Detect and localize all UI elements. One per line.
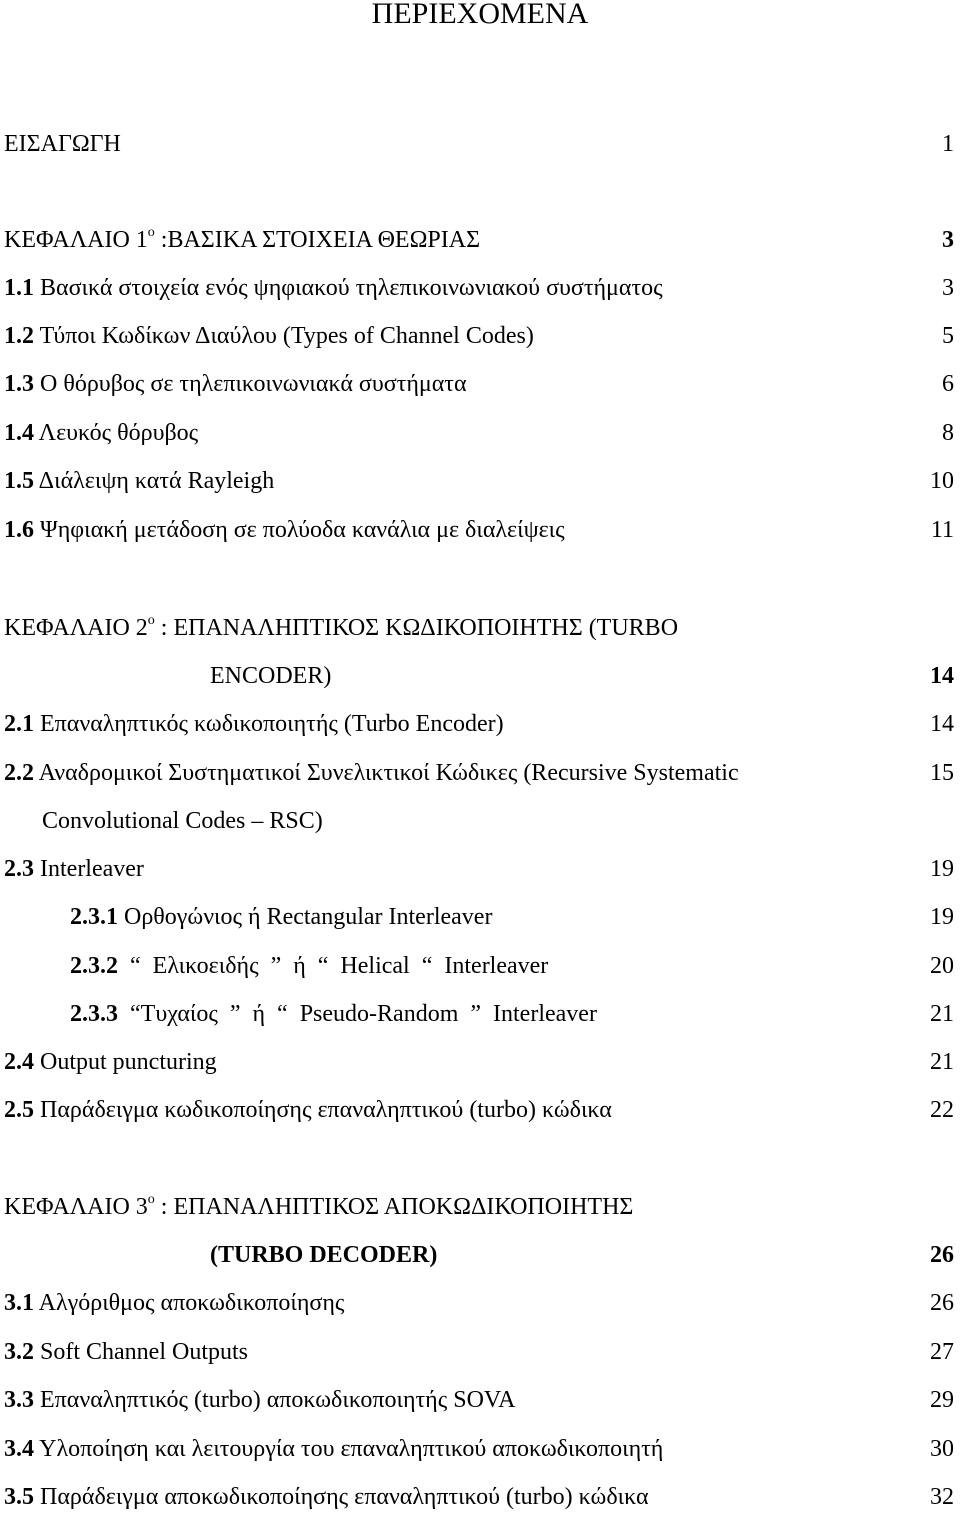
toc-page-number: 14: [930, 663, 954, 689]
toc-entry-label: 2.3 Interleaver: [4, 856, 144, 882]
chapter-heading-cont: ENCODER): [210, 663, 332, 689]
toc-entry-label: 3.2 Soft Channel Outputs: [4, 1339, 248, 1365]
toc-entry-2-2-cont[interactable]: [0, 801, 960, 841]
toc-entry-label: 2.4 Output puncturing: [4, 1049, 217, 1075]
toc-page-number: 19: [930, 856, 954, 882]
toc-entry-label: 2.2 Αναδρομικοί Συστηματικοί Συνελικτικοί Κώδικες (Recursive Systematic: [4, 760, 739, 786]
toc-entry-label: 1.4 Λευκός θόρυβος: [4, 420, 199, 446]
toc-page-number: 27: [930, 1339, 954, 1365]
toc-entry-2-1[interactable]: [0, 704, 960, 744]
toc-entry-label: 3.3 Επαναληπτικός (turbo) αποκωδικοποιητής SOVA: [4, 1387, 516, 1413]
toc-chapter-2[interactable]: [0, 608, 960, 648]
toc-page-number: 21: [930, 1049, 954, 1075]
toc-entry-2-5[interactable]: [0, 1090, 960, 1130]
toc-page-number: 3: [942, 275, 954, 301]
toc-entry-2-3-1[interactable]: [0, 897, 960, 937]
toc-entry-label: 1.1 Βασικά στοιχεία ενός ψηφιακού τηλεπικοινωνιακού συστήματος: [4, 275, 663, 301]
toc-page-number: 26: [930, 1242, 954, 1268]
toc-page-number: 19: [930, 904, 954, 930]
toc-chapter-3-cont[interactable]: [0, 1235, 960, 1275]
toc-entry-label: 1.5 Διάλειψη κατά Rayleigh: [4, 468, 275, 494]
toc-page-number: 26: [930, 1290, 954, 1316]
toc-entry-2-3-3[interactable]: [0, 994, 960, 1034]
toc-entry-1-4[interactable]: [0, 413, 960, 453]
toc-entry-1-2[interactable]: [0, 316, 960, 356]
toc-entry-2-3[interactable]: [0, 849, 960, 889]
toc-entry-label: 2.3.1 Ορθογώνιος ή Rectangular Interleaver: [70, 904, 493, 930]
toc-entry-3-5[interactable]: [0, 1477, 960, 1517]
chapter-heading: ΚΕΦΑΛΑΙΟ $3^o$ : ΕΠΑΝΑΛΗΠΤΙΚΟΣ ΑΠΟΚΩΔΙΚΟΠΟΙΗΤΗΣ: [4, 1192, 634, 1220]
toc-entry-3-3[interactable]: [0, 1380, 960, 1420]
page-title: ΠΕΡΙΕΧΟΜΕΝΑ: [371, 0, 589, 30]
chapter-heading-cont: (TURBO DECODER): [210, 1242, 438, 1268]
toc-entry-label: 2.3.2 “ Ελικοειδής ” ή “ Helical “ Interleaver: [70, 953, 549, 979]
toc-entry-label: 3.5 Παράδειγμα αποκωδικοποίησης επαναληπτικού (turbo) κώδικα: [4, 1484, 649, 1510]
toc-page-number: 5: [942, 323, 954, 349]
toc-entry-2-3-2[interactable]: [0, 946, 960, 986]
toc-entry-label: 2.3.3 “Τυχαίος ” ή “ Pseudo-Random ” Interleaver: [70, 1001, 597, 1027]
chapter-heading: ΚΕΦΑΛΑΙΟ $1^o$ :ΒΑΣΙΚΑ ΣΤΟΙΧΕΙΑ ΘΕΩΡΙΑΣ: [4, 225, 481, 253]
toc-chapter-1[interactable]: [0, 220, 960, 260]
toc-page-number: 6: [942, 371, 954, 397]
toc-entry-2-2[interactable]: [0, 753, 960, 793]
toc-page-number: 10: [930, 468, 954, 494]
toc-page-number: 1: [942, 131, 954, 157]
toc-page-number: 20: [930, 953, 954, 979]
toc-entry-label: 2.1 Επαναληπτικός κωδικοποιητής (Turbo Encoder): [4, 711, 504, 737]
toc-entry-2-4[interactable]: [0, 1042, 960, 1082]
toc-page-number: 32: [930, 1484, 954, 1510]
toc-entry-1-1[interactable]: [0, 268, 960, 308]
toc-page-number: 15: [930, 760, 954, 786]
toc-page-number: 22: [930, 1097, 954, 1123]
toc-page-number: 3: [942, 227, 954, 253]
toc-entry-label-cont: Convolutional Codes – RSC): [42, 808, 323, 834]
toc-entry-label: 1.2 Τύποι Κωδίκων Διαύλου (Types of Channel Codes): [4, 323, 534, 349]
toc-page-number: 21: [930, 1001, 954, 1027]
toc-entry-3-4[interactable]: [0, 1429, 960, 1469]
toc-page-number: 8: [942, 420, 954, 446]
toc-page-number: 11: [930, 517, 954, 543]
toc-entry-label: 1.6 Ψηφιακή μετάδοση σε πολύοδα κανάλια με διαλείψεις: [4, 517, 565, 543]
toc-chapter-2-cont[interactable]: [0, 656, 960, 696]
toc-entry-3-1[interactable]: [0, 1283, 960, 1323]
toc-entry-1-5[interactable]: [0, 461, 960, 501]
toc-entry-1-3[interactable]: [0, 364, 960, 404]
toc-entry-label: ΕΙΣΑΓΩΓΗ: [4, 131, 121, 157]
toc-entry-3-2[interactable]: [0, 1332, 960, 1372]
toc-entry-label: 2.5 Παράδειγμα κωδικοποίησης επαναληπτικού (turbo) κώδικα: [4, 1097, 612, 1123]
toc-page-number: 14: [930, 711, 954, 737]
toc-entry-label: 3.4 Υλοποίηση και λειτουργία του επαναληπτικού αποκωδικοποιητή: [4, 1436, 664, 1462]
toc-page-number: 29: [930, 1387, 954, 1413]
toc-entry-1-6[interactable]: [0, 510, 960, 550]
toc-entry-intro[interactable]: [0, 124, 960, 164]
toc-page-number: 30: [930, 1436, 954, 1462]
toc-entry-label: 1.3 Ο θόρυβος σε τηλεπικοινωνιακά συστήματα: [4, 371, 467, 397]
toc-chapter-3[interactable]: [0, 1187, 960, 1227]
toc-entry-label: 3.1 Αλγόριθμος αποκωδικοποίησης: [4, 1290, 345, 1316]
chapter-heading: ΚΕΦΑΛΑΙΟ $2^o$ : ΕΠΑΝΑΛΗΠΤΙΚΟΣ ΚΩΔΙΚΟΠΟΙΗΤΗΣ (TURBO: [4, 613, 679, 641]
